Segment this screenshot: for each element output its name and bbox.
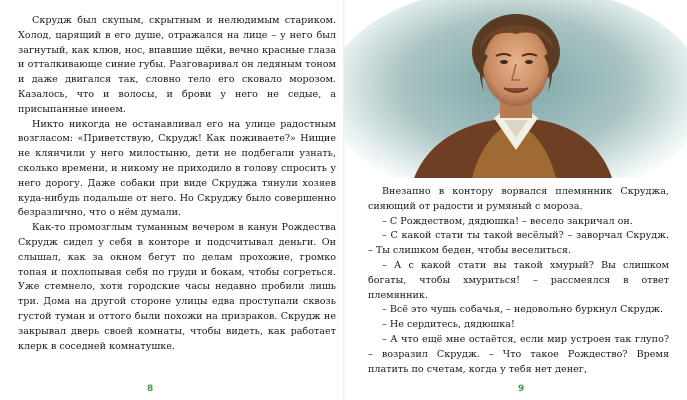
paragraph: – А с какой стати вы такой хмурый? Вы слишком богаты, чтобы хмуриться! – рассмеялся в ответ племянник. (368, 259, 669, 301)
scrooge-nephew-illustration (344, 0, 687, 178)
paragraph: – С Рождеством, дядюшка! – весело закричал он. (382, 215, 633, 227)
paragraph: Как-то промозглым туманным вечером в канун Рождества Скрудж сидел у себя в конторе и подсчитывал деньги. Он слышал, как за окном бегут по делам прохожие, громко топая и похлопывая себя по груди и бокам, чтобы согреться. Уже стемнело, хотя городские часы недавно пробили лишь три. Дома на другой стороне улицы едва проступали сквозь густой туман и оттого были похожи на призраков. Скрудж не закрывал дверь своей комнаты, чтобы видеть, как работает клерк в соседней комнатушке. (18, 222, 336, 352)
paragraph: Внезапно в контору ворвался племянник Скруджа, сияющий от радости и румяный с мороза. (368, 186, 669, 212)
right-page-text (368, 185, 669, 377)
left-page-text (18, 14, 336, 354)
paragraph: Скрудж был скупым, скрытным и нелюдимым стариком. Холод, царящий в его душе, отражался на лице – у него был загнутый, как клюв, нос, впавшие щёки, вечно красные глаза и отталкивающе синие губы. Разговаривал он ледяным тоном и даже двигался так, словно тело его сковало морозом. Казалось, что и волосы, и брови у него не седые, а присыпанные инеем. (18, 15, 336, 115)
page-number: 8 (147, 384, 154, 394)
paragraph: – Всё это чушь собачья, – недовольно буркнул Скрудж. (382, 304, 664, 316)
paragraph: – А что ещё мне остаётся, если мир устроен так глупо? – возразил Скрудж. – Что такое Рождество? Время платить по счетам, когда у тебя нет денег, (368, 333, 669, 375)
right-page (344, 0, 687, 400)
paragraph: – Не сердитесь, дядюшка! (382, 319, 515, 331)
paragraph: – С какой стати ты такой весёлый? – заворчал Скрудж. – Ты слишком беден, чтобы веселиться. (368, 230, 669, 257)
paragraph: Никто никогда не останавливал его на улице радостным возгласом: «Приветствую, Скрудж! Как поживаете?» Нищие не клянчили у него милостыню, дети не подбегали узнать, сколько времени, и никому не приходило в голову спросить у него дорогу. Даже собаки при виде Скруджа тянули хозяев куда-нибудь подальше от него. Но Скруджу было совершенно безразлично, что о нём думали. (18, 118, 336, 219)
page-number: 9 (518, 384, 525, 394)
